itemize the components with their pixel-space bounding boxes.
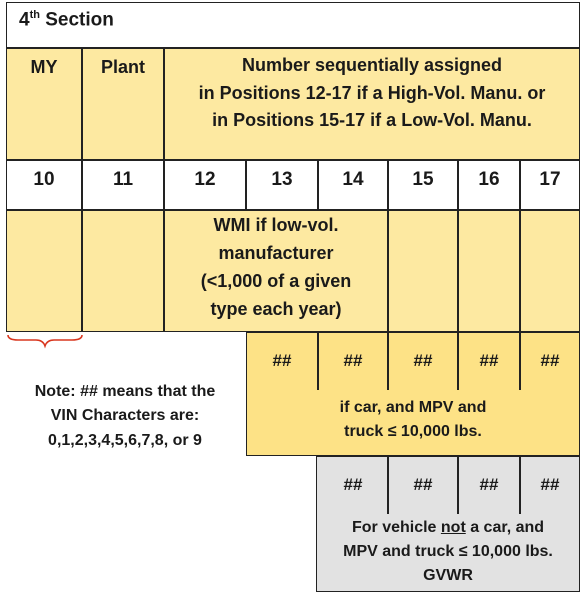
other-text-line-2: MPV and truck ≤ 10,000 lbs.	[343, 543, 553, 560]
car-text-line-1: if car, and MPV and	[339, 399, 487, 416]
car-hash-16	[458, 332, 520, 388]
car-hash-17	[520, 332, 580, 388]
other-divider-15-16	[457, 456, 459, 514]
position-12	[164, 160, 246, 210]
section-title-row	[6, 2, 580, 48]
position-14-label: 14	[342, 169, 364, 190]
other-text-not: not	[440, 519, 466, 536]
car-divider-14-15	[387, 332, 389, 390]
position-10	[6, 160, 82, 210]
wmi-line-1: WMI if low-vol.	[213, 215, 339, 235]
other-hash-14	[318, 456, 388, 512]
car-hash-15-label: ##	[413, 351, 433, 370]
other-text-line-3: GVWR	[423, 567, 473, 584]
position-11-label: 11	[112, 169, 134, 190]
position-17-label: 17	[539, 169, 561, 190]
other-hash-16-label: ##	[479, 475, 499, 494]
brace-icon	[6, 333, 84, 349]
header-number-line-2: in Positions 12-17 if a High-Vol. Manu. or	[198, 83, 546, 103]
car-divider-13-14	[317, 332, 319, 390]
wmi-text-cell	[164, 210, 388, 332]
wmi-16-cell	[458, 210, 520, 332]
wmi-line-2: manufacturer	[218, 243, 334, 263]
position-11	[82, 160, 164, 210]
position-15	[388, 160, 458, 210]
position-13-label: 13	[271, 169, 293, 190]
other-divider-16-17	[519, 456, 521, 514]
header-number-cell	[164, 48, 580, 160]
position-17	[520, 160, 580, 210]
position-14	[318, 160, 388, 210]
wmi-plant-cell	[82, 210, 164, 332]
position-15-label: 15	[412, 169, 434, 190]
header-number-line-3: in Positions 15-17 if a Low-Vol. Manu.	[212, 110, 532, 130]
position-13	[246, 160, 318, 210]
other-text-line-1: For vehicle not a car, and	[351, 519, 545, 536]
car-hash-14-label: ##	[343, 351, 363, 370]
other-hash-14-label: ##	[343, 475, 363, 494]
note-line-3: 0,1,2,3,4,5,6,7,8, or 9	[48, 432, 202, 449]
position-16-label: 16	[478, 169, 500, 190]
section-title: 4th Section	[19, 9, 114, 31]
other-hash-16	[458, 456, 520, 512]
wmi-15-cell	[388, 210, 458, 332]
car-hash-15	[388, 332, 458, 388]
header-number-line-1: Number sequentially assigned	[241, 55, 503, 75]
note-line-1: Note: ## means that the	[34, 383, 216, 400]
other-divider-14-15	[387, 456, 389, 514]
car-divider-16-17	[519, 332, 521, 390]
car-divider-15-16	[457, 332, 459, 390]
other-hash-17	[520, 456, 580, 512]
header-plant-cell	[82, 48, 164, 160]
car-hash-17-label: ##	[540, 351, 560, 370]
wmi-my-cell	[6, 210, 82, 332]
header-plant: Plant	[100, 57, 145, 77]
other-hash-15	[388, 456, 458, 512]
header-my-cell	[6, 48, 82, 160]
position-16	[458, 160, 520, 210]
other-hash-15-label: ##	[413, 475, 433, 494]
note-line-2: VIN Characters are:	[50, 407, 200, 424]
other-hash-17-label: ##	[540, 475, 560, 494]
car-hash-13-label: ##	[272, 351, 292, 370]
car-hash-16-label: ##	[479, 351, 499, 370]
position-12-label: 12	[194, 169, 216, 190]
car-hash-13	[246, 332, 318, 388]
wmi-17-cell	[520, 210, 580, 332]
car-hash-14	[318, 332, 388, 388]
wmi-line-4: type each year)	[210, 299, 342, 319]
header-my: MY	[30, 57, 58, 77]
position-10-label: 10	[33, 169, 55, 190]
car-text-line-2: truck ≤ 10,000 lbs.	[344, 423, 482, 440]
wmi-line-3: (<1,000 of a given	[200, 271, 352, 291]
